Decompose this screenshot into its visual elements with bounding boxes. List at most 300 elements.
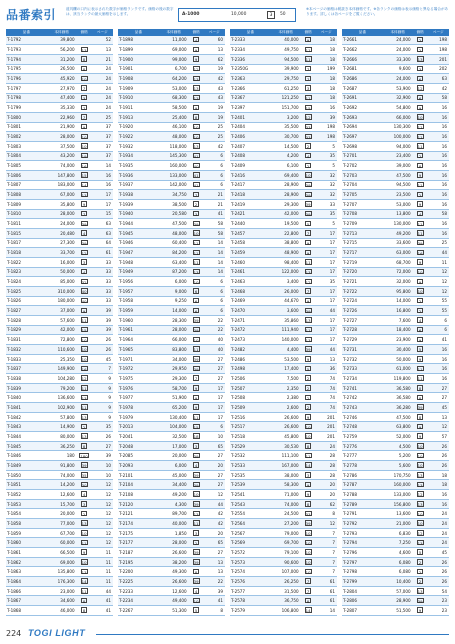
product-price: 170,750 [393, 472, 411, 478]
product-code: T-2713 [343, 230, 358, 236]
product-code: T-2661 [343, 37, 358, 43]
price-rank: 13 [193, 76, 199, 82]
price-rank: 2 [82, 424, 86, 430]
price-rank: 33 [305, 124, 311, 130]
product-code: T-2187 [119, 549, 134, 555]
table-row [118, 132, 225, 142]
product-code: T-2013 [119, 424, 134, 430]
header-price: 本体価格 [390, 30, 405, 34]
product-price: 53,000 [396, 201, 411, 207]
product-price: 94,500 [284, 56, 299, 62]
header-rank: 価格 [80, 30, 88, 34]
product-code: T-2697 [343, 134, 358, 140]
brand-logo: TOGI LIGHT [28, 628, 86, 638]
product-price: 149,900 [57, 366, 75, 372]
page-ref: 16 [441, 221, 447, 227]
table-row [342, 65, 449, 75]
price-rank: 9 [82, 202, 86, 208]
product-code: T-1934 [119, 153, 134, 159]
page-ref: 27 [441, 395, 447, 401]
price-rank: 39 [193, 366, 199, 372]
product-code: T-2791 [343, 511, 358, 517]
page-ref: 14 [217, 250, 223, 256]
table-row [342, 548, 449, 558]
price-rank: 9 [82, 550, 86, 556]
price-rank: 11 [193, 260, 199, 266]
table-row [118, 471, 225, 481]
product-code: T-1846 [7, 453, 22, 459]
page-ref: 19 [217, 66, 223, 72]
table-row [118, 451, 225, 461]
price-rank: 10 [305, 550, 311, 556]
price-rank: 9 [306, 240, 310, 246]
product-price: 6,000 [174, 462, 187, 468]
product-price: 26,600 [284, 424, 299, 430]
product-price: 2,350 [286, 385, 299, 391]
column-header [230, 29, 337, 36]
price-rank: 10 [417, 453, 423, 459]
product-code: T-2401 [231, 114, 246, 120]
page-ref: 26 [441, 453, 447, 459]
product-price: 44,670 [284, 298, 299, 304]
page-ref: 8 [220, 607, 223, 613]
page-ref: 16 [441, 172, 447, 178]
product-code: T-2421 [231, 211, 246, 217]
table-row [6, 210, 113, 220]
product-price: 24,000 [60, 221, 75, 227]
page-ref: 45 [105, 356, 111, 362]
table-row [6, 490, 113, 500]
page-ref: 199 [327, 66, 335, 72]
page-ref: 61 [329, 578, 335, 584]
product-code: T-2569 [231, 540, 246, 546]
price-rank: 41 [193, 182, 199, 188]
price-rank: 11 [81, 386, 87, 392]
price-rank: 7 [82, 86, 86, 92]
product-price: 118,000 [169, 143, 187, 149]
page-ref: 61 [329, 598, 335, 604]
product-price: 4,600 [398, 549, 411, 555]
product-price: 28,900 [284, 182, 299, 188]
table-row [230, 548, 337, 558]
table-row [230, 335, 337, 345]
product-price: 33,300 [396, 56, 411, 62]
product-price: 46,100 [172, 124, 187, 130]
page-ref: 16 [441, 134, 447, 140]
product-price: 37,500 [60, 143, 75, 149]
price-rank: 41 [193, 153, 199, 159]
product-code: T-2543 [231, 501, 246, 507]
product-code: T-2721 [343, 279, 358, 285]
product-code: T-2741 [343, 385, 358, 391]
product-code: T-2468 [231, 288, 246, 294]
page-ref: 23 [441, 598, 447, 604]
header-rank: 価格 [304, 30, 312, 34]
table-row [342, 219, 449, 229]
product-code: T-2717 [343, 250, 358, 256]
table-row [118, 596, 225, 606]
product-code: T-1859 [7, 530, 22, 536]
product-price: 176,300 [57, 578, 75, 584]
price-rank: 11 [305, 260, 311, 266]
product-code: T-2705 [343, 192, 358, 198]
page-ref: 26 [105, 433, 111, 439]
price-rank: 39 [417, 405, 423, 411]
product-price: 67,700 [60, 530, 75, 536]
table-row [230, 384, 337, 394]
price-rank: 11 [417, 144, 423, 150]
page-ref: 58 [217, 230, 223, 236]
price-rank: 2 [306, 386, 310, 392]
price-rank: 39 [193, 550, 199, 556]
price-rank: 39 [305, 521, 311, 527]
price-rank: 13 [193, 144, 199, 150]
price-rank: 13 [193, 269, 199, 275]
table-row [230, 55, 337, 65]
product-code: T-2709 [343, 221, 358, 227]
price-rank: 11 [81, 589, 87, 595]
table-row [6, 200, 113, 210]
price-rank: 9 [418, 608, 422, 614]
table-row [230, 403, 337, 413]
page-ref: 6 [220, 298, 223, 304]
product-code: T-2041 [119, 433, 134, 439]
product-code: T-2799 [343, 578, 358, 584]
price-rank: 10 [417, 289, 423, 295]
page-ref: 58 [217, 221, 223, 227]
product-code: T-1844 [7, 433, 22, 439]
table-row [6, 577, 113, 587]
table-row [6, 393, 113, 403]
table-row [230, 326, 337, 336]
price-rank: 13 [81, 192, 87, 198]
page-ref: 65 [217, 443, 223, 449]
table-row [342, 200, 449, 210]
page-ref: 37 [105, 153, 111, 159]
page-ref: 11 [105, 569, 111, 575]
table-row [230, 200, 337, 210]
product-price: 94,500 [396, 182, 411, 188]
product-price: 50,000 [396, 356, 411, 362]
product-code: T-1862 [7, 559, 22, 565]
price-rank: 9 [418, 357, 422, 362]
price-rank: 10 [417, 115, 423, 121]
product-code: T-2406 [231, 134, 246, 140]
table-row [118, 509, 225, 519]
product-price: 160,000 [169, 163, 187, 169]
table-row [118, 558, 225, 568]
price-rank: 10 [305, 531, 311, 537]
table-row [230, 190, 337, 200]
product-code: T-1900 [119, 56, 134, 62]
table-row [230, 480, 337, 490]
product-code: T-2498 [231, 366, 246, 372]
product-code: T-1854 [7, 511, 22, 517]
price-rank: 8 [82, 598, 86, 604]
product-price: 135,800 [57, 569, 75, 575]
product-price: 6,100 [286, 163, 299, 169]
page-ref: 12 [105, 520, 111, 526]
table-row [342, 345, 449, 355]
product-code: T-1851 [7, 482, 22, 488]
page-ref: 26 [441, 578, 447, 584]
table-row [230, 239, 337, 249]
page-ref: 32 [329, 192, 335, 198]
example-code: A-1000 [182, 12, 200, 17]
product-price: 69,000 [60, 559, 75, 565]
product-code: T-2707 [343, 201, 358, 207]
product-price: 42,000 [284, 211, 299, 217]
product-price: 102,900 [57, 404, 75, 410]
price-rank: 8 [306, 444, 310, 450]
product-price: 69,000 [172, 47, 187, 52]
product-code: T-1826 [7, 298, 22, 304]
table-row [230, 45, 337, 55]
product-price: 39,000 [396, 163, 411, 169]
product-price: 26,000 [284, 288, 299, 294]
page-ref: 22 [217, 317, 223, 323]
product-price: 20,580 [172, 211, 187, 217]
price-rank: 39 [193, 357, 199, 362]
price-rank: 9 [418, 173, 422, 179]
price-rank: 10 [417, 521, 423, 527]
product-price: 57,000 [396, 588, 411, 594]
page-ref: 16 [105, 172, 111, 178]
product-code: T-2516 [231, 414, 246, 420]
price-rank: 9 [418, 202, 422, 208]
product-code: T-2792 [343, 520, 358, 526]
page-ref: 12 [105, 511, 111, 517]
table-row [230, 132, 337, 142]
product-price: 31,200 [60, 56, 75, 62]
price-rank: 39 [193, 453, 199, 459]
table-row [342, 277, 449, 287]
price-rank: 39 [305, 308, 311, 314]
price-rank: 9 [194, 386, 198, 392]
product-price: 180 [66, 453, 75, 459]
table-row [230, 500, 337, 510]
price-rank: 8 [418, 386, 422, 392]
page-ref: 64 [105, 240, 111, 246]
price-rank: 9 [82, 308, 86, 314]
product-price: 13,600 [396, 511, 411, 517]
table-row [118, 413, 225, 423]
page-ref: 44 [217, 501, 223, 507]
page-ref: 14 [329, 607, 335, 613]
header-code: 品番 [358, 30, 366, 34]
page-ref: 198 [327, 124, 335, 130]
page-ref: 18 [329, 37, 335, 43]
product-code: T-2367 [231, 95, 246, 101]
product-price: 23,400 [396, 153, 411, 159]
page-ref: 40 [217, 337, 223, 343]
product-code: T-2720 [343, 269, 358, 275]
table-row [6, 451, 113, 461]
product-price: 6,080 [398, 569, 411, 575]
product-code: T-1818 [7, 250, 22, 256]
product-price: 90,600 [284, 559, 299, 565]
product-price: 111,940 [281, 327, 299, 333]
product-price: 91,800 [60, 462, 75, 468]
product-code: T-2734 [343, 375, 358, 381]
table-row [342, 190, 449, 200]
table-row [342, 558, 449, 568]
table-row [342, 161, 449, 171]
page-ref: 7 [332, 530, 335, 536]
product-code: T-1792 [7, 37, 22, 43]
product-code: T-1811 [7, 221, 22, 227]
page-ref: 12 [441, 288, 447, 294]
product-code: T-2509 [231, 404, 246, 410]
page-ref: 44 [441, 250, 447, 256]
page-ref: 74 [329, 404, 335, 410]
price-rank: 5 [418, 550, 422, 556]
product-code: T-1806 [7, 172, 22, 178]
header-price: 本体価格 [166, 30, 181, 34]
index-column-3 [230, 29, 337, 616]
product-price: 60,000 [60, 540, 75, 546]
product-price: 64,200 [172, 76, 187, 82]
product-price: 40,000 [284, 37, 299, 43]
product-code: T-2473 [231, 337, 246, 343]
product-code: T-2101 [119, 472, 134, 478]
product-code: T-2417 [231, 182, 246, 188]
page-ref: 6 [220, 153, 223, 159]
product-price: 130,000 [393, 221, 411, 227]
page-ref: 7 [332, 569, 335, 575]
table-row [230, 65, 337, 75]
page-ref: 35 [329, 279, 335, 285]
price-rank: 16 [81, 366, 87, 372]
price-rank: 5 [306, 221, 310, 227]
product-code: T-2733 [343, 366, 358, 372]
price-rank: 3 [306, 473, 310, 479]
product-price: 133,000 [169, 172, 187, 178]
product-code: T-2786 [343, 472, 358, 478]
price-rank: 11 [193, 250, 199, 256]
product-code: T-1957 [119, 288, 134, 294]
table-row [6, 364, 113, 374]
page-ref: 16 [441, 153, 447, 159]
table-row [6, 239, 113, 249]
product-code: T-1804 [7, 153, 22, 159]
price-rank: 14 [305, 463, 311, 469]
product-price: 58,500 [172, 105, 187, 111]
page-ref: 17 [217, 385, 223, 391]
product-code: T-1940 [119, 211, 134, 217]
product-price: 58,300 [284, 482, 299, 488]
table-row [342, 587, 449, 597]
product-code: T-1939 [119, 201, 134, 207]
page-ref: 11 [105, 559, 111, 565]
table-row [342, 403, 449, 413]
product-price: 15,700 [60, 501, 75, 507]
product-code: T-2507 [231, 385, 246, 391]
page-ref: 10 [217, 433, 223, 439]
table-row [342, 461, 449, 471]
price-rank: 8 [418, 163, 422, 169]
product-code: T-2777 [343, 453, 358, 459]
table-row [230, 471, 337, 481]
product-price: 58,700 [172, 385, 187, 391]
product-code: T-1800 [7, 114, 22, 120]
price-rank: 9 [82, 124, 86, 130]
page-ref: 16 [441, 124, 447, 130]
price-rank: 9 [306, 357, 310, 362]
table-row [118, 490, 225, 500]
product-price: 21,900 [60, 124, 75, 130]
price-rank: 13 [81, 434, 87, 440]
product-code: T-1845 [7, 443, 22, 449]
product-price: 38,200 [172, 559, 187, 565]
page-ref: 33 [105, 298, 111, 304]
price-rank: 13 [417, 473, 423, 479]
table-row [6, 519, 113, 529]
product-code: T-2397 [231, 105, 246, 111]
page-ref: 14 [105, 163, 111, 169]
product-price: 34,400 [172, 482, 187, 488]
table-row [342, 113, 449, 123]
table-row [118, 529, 225, 539]
product-code: T-1947 [119, 250, 134, 256]
page-ref: 17 [329, 288, 335, 294]
product-code: T-1911 [119, 105, 134, 111]
price-rank: 11 [81, 540, 87, 546]
price-rank: 2 [306, 395, 310, 401]
table-row [118, 181, 225, 191]
product-code: T-1978 [119, 404, 134, 410]
product-price: 84,200 [172, 250, 187, 256]
product-price: 7,600 [398, 317, 411, 323]
product-code: T-2177 [119, 540, 134, 546]
table-row [118, 432, 225, 442]
product-code: T-2804 [343, 588, 358, 594]
product-code: T-1932 [119, 143, 134, 149]
table-row [342, 529, 449, 539]
table-row [6, 413, 113, 423]
product-price: 29,950 [172, 366, 187, 372]
page-ref: 42 [217, 143, 223, 149]
product-code: T-2225 [119, 578, 134, 584]
price-rank: 39 [305, 182, 311, 188]
product-price: 167,000 [281, 462, 299, 468]
page-ref: 27 [217, 375, 223, 381]
price-rank: 8 [82, 608, 86, 614]
price-rank: 10 [305, 560, 311, 566]
table-row [342, 316, 449, 326]
page-ref: 32 [329, 182, 335, 188]
page-ref: 22 [217, 578, 223, 584]
price-rank: 8 [82, 66, 86, 72]
price-rank: 12 [417, 492, 423, 498]
table-row [342, 606, 449, 616]
price-rank: 13 [305, 318, 311, 324]
product-code: T-2517 [231, 424, 246, 430]
page-ref: 61 [329, 588, 335, 594]
page-ref: 17 [329, 337, 335, 343]
product-price: 39,800 [60, 37, 75, 43]
product-code: T-2195 [119, 559, 134, 565]
product-price: 68,300 [172, 95, 187, 101]
page-ref: 17 [329, 250, 335, 256]
page-ref: 201 [327, 414, 335, 420]
table-row [6, 606, 113, 616]
table-row [230, 268, 337, 278]
page-ref: 12 [329, 520, 335, 526]
product-price: 83,800 [172, 346, 187, 352]
product-price: 156,800 [393, 501, 411, 507]
price-rank: 5 [194, 608, 198, 614]
